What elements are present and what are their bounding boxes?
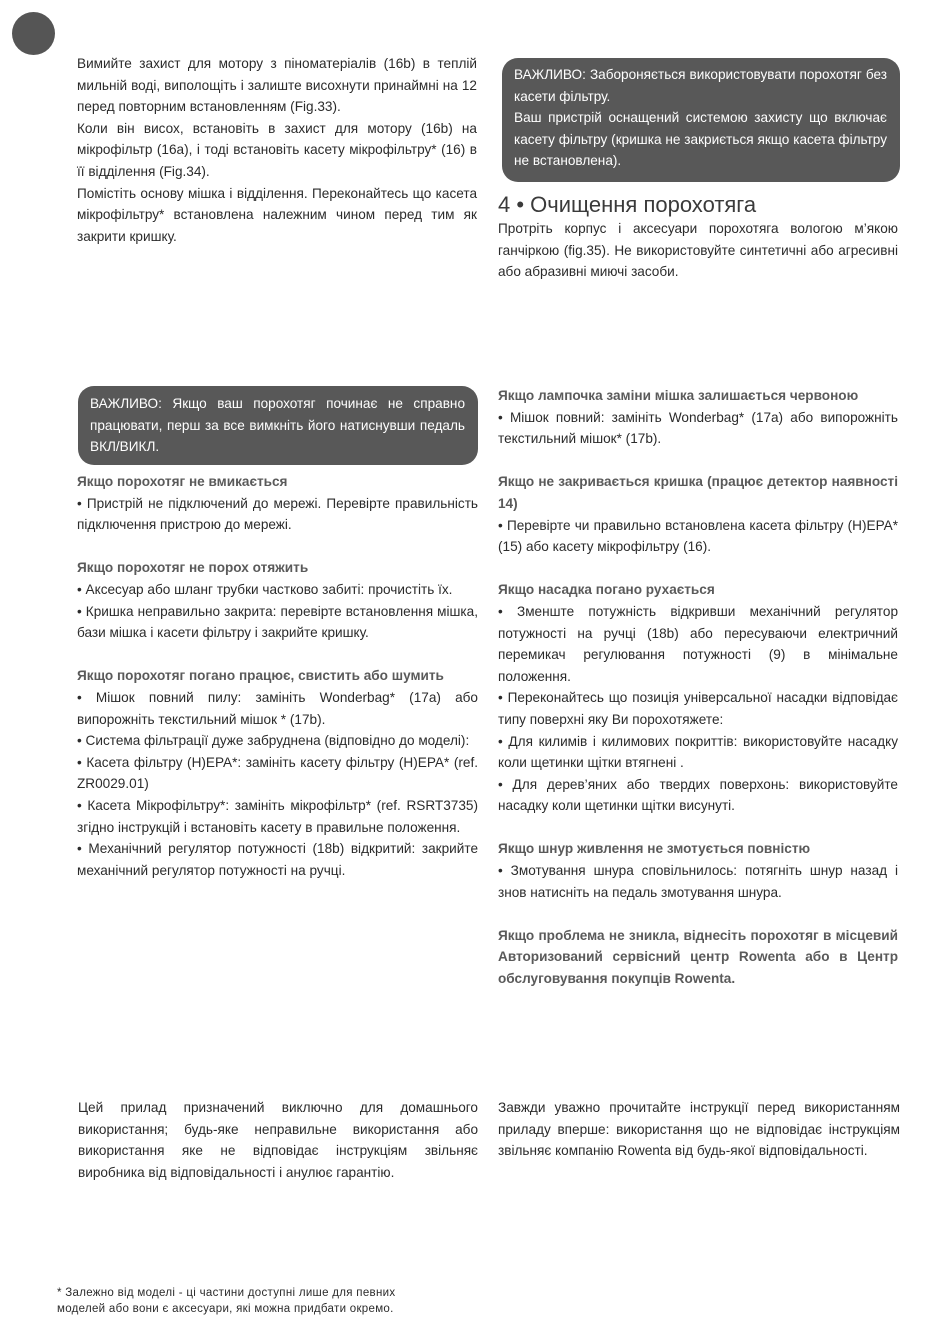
list-item: • Зменште потужність відкривши механічний регулятор потужності на ручці (18b) або пересуваючи електричний перемикач регулювання потужності (9) в мінімальне положення. xyxy=(498,603,898,684)
motor-protection-text xyxy=(77,53,477,247)
paragraph: Цей прилад призначений виключно для домашнього використання; будь-яке неправильне використання або використання яке не відповідає інструкціям звільняє виробника від відповідальності і анулює гарантію. xyxy=(78,1100,478,1180)
list-item: • Перевірте чи правильно встановлена касета фільтру (H)EPA* (15) або касету мікрофільтру (16). xyxy=(498,517,898,555)
list-item: • Касета фільтру (H)EPA*: замініть касету фільтру (H)EPA* (ref. ZR0029.01) xyxy=(77,754,478,792)
list-item: • Пристрій не підключений до мережі. Перевірте правильність підключення пристрою до мережі. xyxy=(77,495,478,533)
list-item: • Касета Мікрофільтру*: замініть мікрофільтр* (ref. RSRT3735) згідно інструкцій і встановіть касету в правильне положення. xyxy=(77,797,478,835)
cleaning-text xyxy=(498,218,898,283)
footnote: * Залежно від моделі - ці частини доступні лише для певних моделей або вони є аксесуари, які можна придбати окремо. xyxy=(57,1287,396,1315)
paragraph: Завжди уважно прочитайте інструкції перед використанням приладу вперше: використання що не відповідає інструкціям звільняє компанію Rowenta від будь-якої відповідальності. xyxy=(498,1100,900,1159)
paragraph: Помістіть основу мішка і відділення. Переконайтесь що касета мікрофільтру* встановлена належним чином перед тим як закрити кришку. xyxy=(77,185,477,244)
trouble-heading: Якщо лампочка заміни мішка залишається червоною xyxy=(498,388,859,403)
trouble-heading: Якщо порохотяг не порох отяжить xyxy=(77,560,309,576)
warning-text: ВАЖЛИВО: Якщо ваш порохотяг починає не справно працювати, перш за все вимкніть його натиснувши педаль ВКЛ/ВИКЛ. xyxy=(90,396,465,455)
paragraph: Коли він висох, встановіть в захист для мотору (16b) на мікрофільтр (16a), і тоді встановіть касету мікрофільтру* (16) в її відділення (Fig.34). xyxy=(77,120,477,179)
list-item: • Механічний регулятор потужності (18b) відкритий: закрийте механічний регулятор потужності на ручці. xyxy=(77,841,478,878)
page-marker-circle xyxy=(12,12,55,55)
list-item: • Для дерев’яних або твердих поверхонь: використовуйте насадку коли щетинки щітки висунуті. xyxy=(498,776,898,814)
domestic-use-notice xyxy=(78,1097,478,1183)
trouble-heading: Якщо порохотяг погано працює, свистить або шумить xyxy=(77,668,444,684)
read-instructions-notice xyxy=(498,1097,900,1162)
troubleshooting-right xyxy=(498,385,898,990)
troubleshooting-left xyxy=(77,471,478,881)
warning-line: ВАЖЛИВО: Забороняється використовувати порохотяг без касети фільтру. xyxy=(514,67,887,104)
paragraph: Протріть корпус і аксесуари порохотяга вологою м’якою ганчіркою (fig.35). Не використовуйте синтетичні або агресивні або абразивні миючі засоби. xyxy=(498,221,898,280)
service-center-note: Якщо проблема не зникла, віднесіть порохотяг в місцевий Авторизований сервісний центр Rowenta або в Центр обслуговування покупців Rowenta. xyxy=(498,927,898,987)
trouble-heading: Якщо шнур живлення не змотується повністю xyxy=(498,841,811,857)
list-item: • Система фільтрації дуже забруднена (відповідно до моделі): xyxy=(77,733,470,749)
section-title: 4 • Очищення порохотяга xyxy=(498,192,757,217)
list-item: • Кришка неправильно закрита: перевірте встановлення мішка, бази мішка і касети фільтру і закрийте кришку. xyxy=(77,603,478,641)
list-item: • Мішок повний: замініть Wonderbag* (17a) або випорожніть текстильний мішок* (17b). xyxy=(498,409,898,447)
warning-box-switch-off xyxy=(78,386,478,465)
trouble-heading: Якщо насадка погано рухається xyxy=(498,582,715,598)
warning-box-filter xyxy=(502,58,900,182)
paragraph: Вимийте захист для мотору з піноматеріалів (16b) в теплій мильній воді, виполощіть і залиште висохнути принаймні на 12 перед повторним встановленням (Fig.33). xyxy=(77,56,477,115)
list-item: • Для килимів і килимових покриттів: використовуйте насадку коли щетинки щітки втягнені . xyxy=(498,733,898,771)
list-item: • Аксесуар або шланг трубки частково забиті: прочистіть їх. xyxy=(77,581,453,597)
trouble-heading: Якщо не закривається кришка (працює детектор наявності 14) xyxy=(498,474,898,511)
list-item: • Змотування шнура сповільнилось: потягніть шнур назад і знов натисніть на педаль змотування шнура. xyxy=(498,863,898,900)
list-item: • Мішок повний пилу: замініть Wonderbag* (17a) або випорожніть текстильний мішок * (17b). xyxy=(77,689,478,727)
warning-line: Ваш пристрій оснащений системою захисту що включає касету фільтру (кришка не закриється якщо касета фільтру не встановлена). xyxy=(514,110,887,169)
trouble-heading: Якщо порохотяг не вмикається xyxy=(77,474,288,489)
list-item: • Переконайтесь що позиція універсальної насадки відповідає типу поверхні яку Ви порохотяжете: xyxy=(498,690,898,727)
